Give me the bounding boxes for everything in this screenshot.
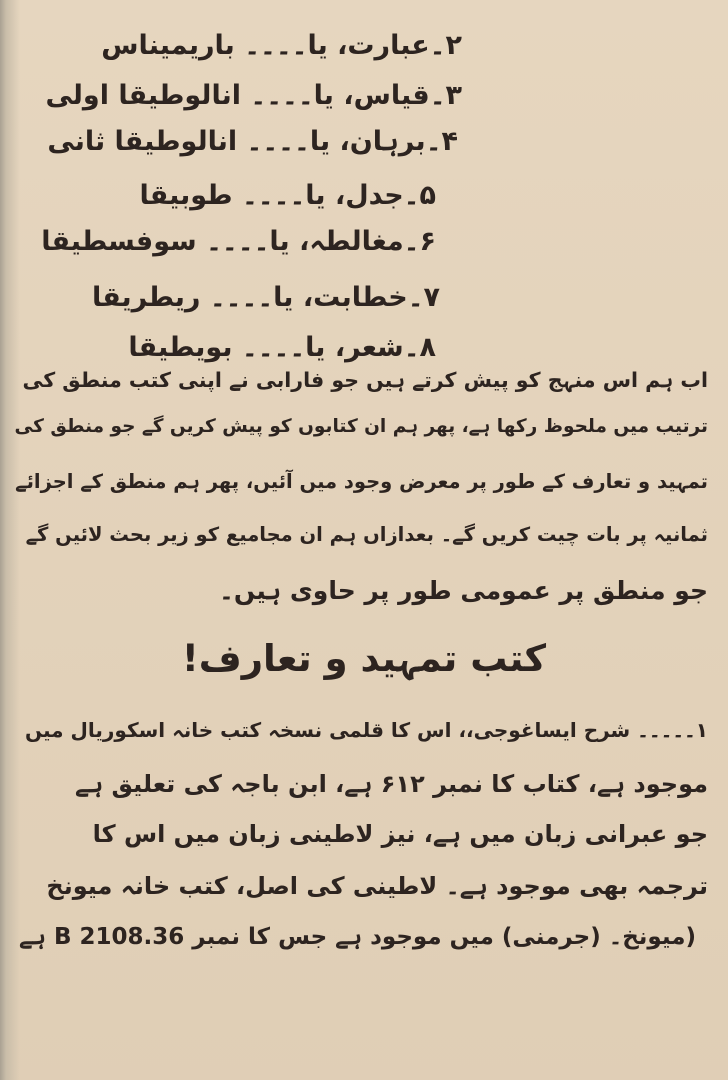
entry-line: (میونخ۔ (جرمنی) میں موجود ہے جس کا نمبر 36.B 2108 ہے — [18, 924, 696, 950]
list-item: ۸۔شعر، یا۔۔۔۔ بویطیقا — [128, 332, 436, 363]
entry-line: ترجمہ بھی موجود ہے۔ لاطینی کی اصل، کتب خانہ میونخ — [46, 872, 708, 900]
entry-line: موجود ہے، کتاب کا نمبر ۶۱۲ ہے، ابن باجہ کی تعلیق ہے — [75, 770, 708, 798]
list-item: ۶۔مغالطہ، یا۔۔۔۔ سوفسطیقا — [41, 226, 436, 257]
list-item: ۷۔خطابت، یا۔۔۔۔ ریطریقا — [91, 282, 440, 313]
entry-line: ۱۔۔۔۔۔ شرح ایساغوجی،، اس کا قلمی نسخہ کتب خانہ اسکوریال میں — [25, 718, 708, 742]
list-item: ۵۔جدل، یا۔۔۔۔ طوبیقا — [139, 180, 436, 211]
intro-line: ثمانیہ پر بات چیت کریں گے۔ بعدازاں ہم ان مجامیع کو زیر بحث لائیں گے — [25, 523, 708, 546]
list-item: ۲۔عبارت، یا۔۔۔۔ باریمیناس — [101, 30, 462, 61]
section-heading: کتب تمہید و تعارف! — [181, 637, 546, 680]
intro-line: اب ہم اس منہج کو پیش کرتے ہیں جو فارابی نے اپنی کتب منطق کی — [22, 368, 708, 392]
intro-line: جو منطق پر عمومی طور پر حاوی ہیں۔ — [219, 576, 708, 605]
intro-line: ترتیب میں ملحوظ رکھا ہے، پھر ہم ان کتابوں کو پیش کریں گے جو منطق کی — [14, 416, 708, 437]
entry-line: جو عبرانی زبان میں ہے، نیز لاطینی زبان میں اس کا — [92, 820, 708, 848]
list-item: ۴۔برہان، یا۔۔۔۔ انالوطیقا ثانی — [47, 126, 458, 157]
list-item: ۳۔قیاس، یا۔۔۔۔ انالوطیقا اولی — [45, 80, 462, 111]
intro-line: تمہید و تعارف کے طور پر معرض وجود میں آئیں، پھر ہم منطق کے اجزائے — [15, 470, 708, 493]
